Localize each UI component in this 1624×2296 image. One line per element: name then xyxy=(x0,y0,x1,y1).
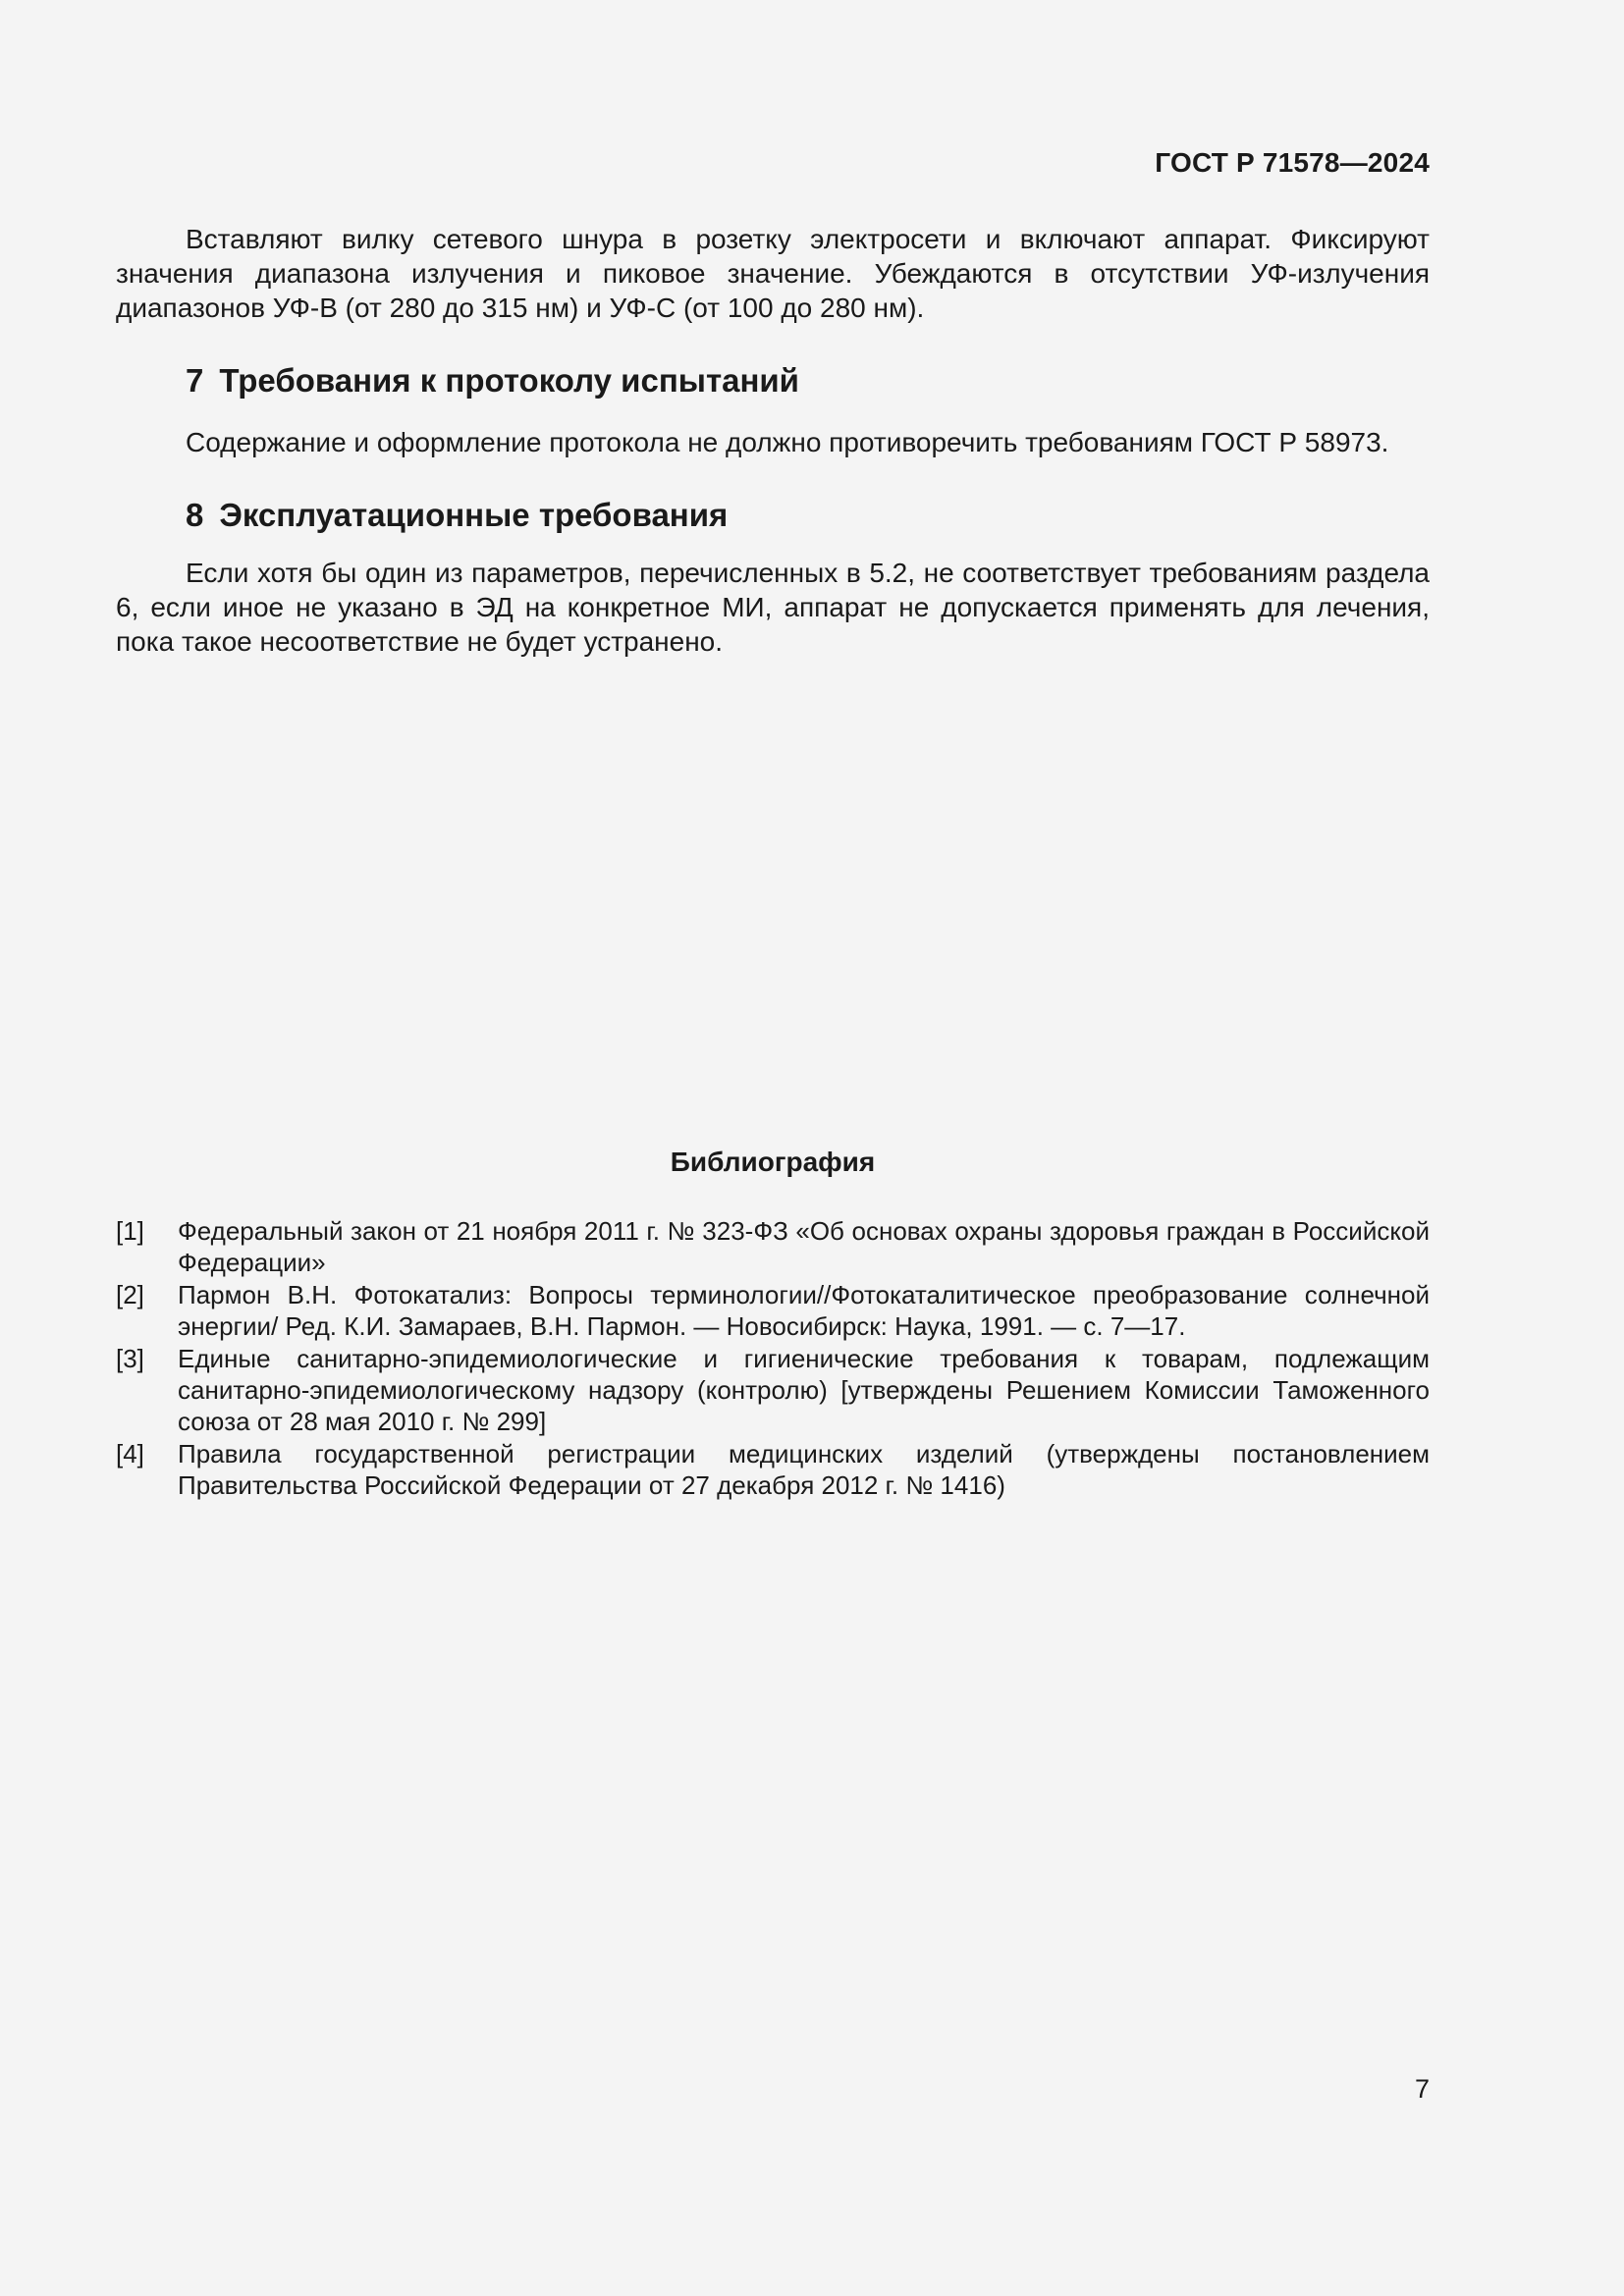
bibliography-item-text: Правила государственной регистрации медицинских изделий (утверждены постановлением Правительства Российской Федерации от 27 декабря 2012 г. № 1416) xyxy=(178,1439,1430,1500)
section-8-title: Эксплуатационные требования xyxy=(219,497,729,533)
section-7-title: Требования к протоколу испытаний xyxy=(219,362,799,399)
section-8-text: Если хотя бы один из параметров, перечисленных в 5.2, не соответствует требованиям раздела 6, если иное не указано в ЭД на конкретное МИ, аппарат не допускается применять для лечения, пока такое несоответствие не будет устранено. xyxy=(116,558,1430,657)
bibliography-item xyxy=(116,1279,1430,1342)
page-number: 7 xyxy=(1414,2074,1430,2104)
section-8-number: 8 xyxy=(186,497,204,533)
bibliography-item-number: [1] xyxy=(116,1216,144,1246)
section-8-heading xyxy=(116,497,1430,534)
section-7-text: Содержание и оформление протокола не должно противоречить требованиям ГОСТ Р 58973. xyxy=(186,427,1389,457)
bibliography-item-number: [3] xyxy=(116,1344,144,1373)
bibliography-title: Библиография xyxy=(670,1147,876,1177)
document-code-header: ГОСТ Р 71578—2024 xyxy=(1155,147,1430,178)
bibliography-item-number: [2] xyxy=(116,1280,144,1309)
bibliography-item xyxy=(116,1438,1430,1501)
bibliography-item-text: Федеральный закон от 21 ноября 2011 г. № 323-ФЗ «Об основах охраны здоровья граждан в Российской Федерации» xyxy=(178,1216,1430,1277)
main-content xyxy=(116,222,1430,659)
bibliography-item xyxy=(116,1215,1430,1278)
bibliography-item xyxy=(116,1343,1430,1437)
section-7-number: 7 xyxy=(186,362,204,399)
bibliography-item-number: [4] xyxy=(116,1439,144,1468)
intro-paragraph: Вставляют вилку сетевого шнура в розетку электросети и включают аппарат. Фиксируют значения диапазона излучения и пиковое значение. Убеждаются в отсутствии УФ-излучения диапазонов УФ-В (от 280 до 315 нм) и УФ-С (от 100 до 280 нм). xyxy=(116,224,1430,323)
bibliography-list xyxy=(116,1215,1430,1502)
bibliography-item-text: Единые санитарно-эпидемиологические и гигиенические требования к товарам, подлежащим санитарно-эпидемиологическому надзору (контролю) [утверждены Решением Комиссии Таможенного союза от 28 мая 2010 г. № 299] xyxy=(178,1344,1430,1436)
section-7-heading xyxy=(116,362,1430,400)
bibliography-item-text: Пармон В.Н. Фотокатализ: Вопросы терминологии//Фотокаталитическое преобразование солнечной энергии/ Ред. К.И. Замараев, В.Н. Пармон. — Новосибирск: Наука, 1991. — с. 7—17. xyxy=(178,1280,1430,1341)
